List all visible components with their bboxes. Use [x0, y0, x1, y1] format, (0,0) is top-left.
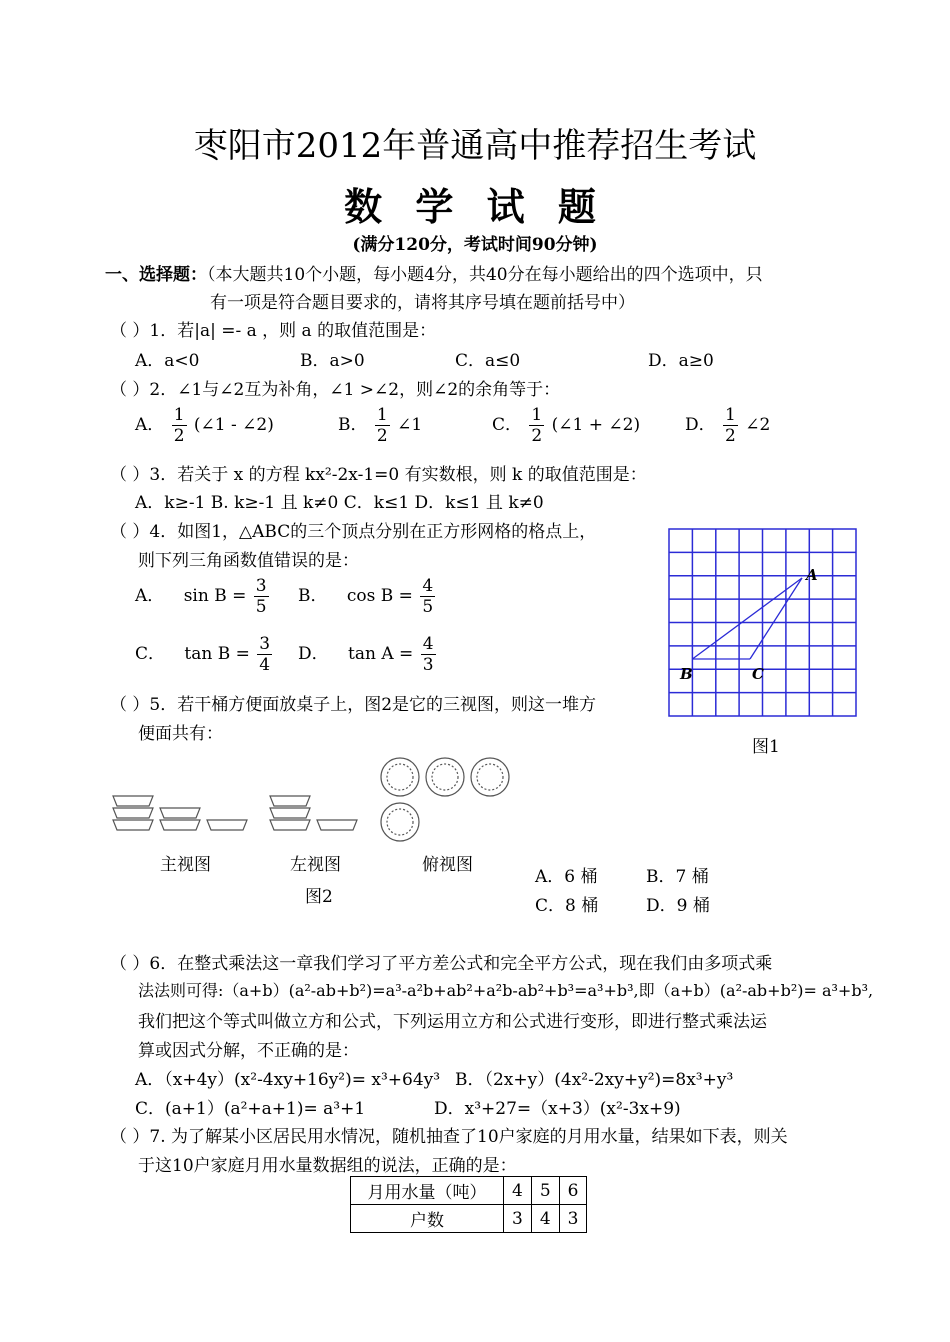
- table-cell: 3: [559, 1205, 587, 1233]
- q4-d-num: 4: [422, 634, 434, 654]
- exam-title: 枣阳市2012年普通高中推荐招生考试: [193, 126, 757, 166]
- q4-d-fn: tan A =: [348, 644, 414, 664]
- q4-option-b: [298, 576, 437, 617]
- figure-1-label: 图1: [752, 737, 780, 757]
- q5-option-b: B．7 桶: [646, 867, 709, 887]
- point-a-label: A: [806, 566, 818, 584]
- left-view-label: 左视图: [290, 855, 341, 875]
- q4-b-fn: cos B =: [346, 586, 413, 606]
- point-c-label: C: [752, 665, 764, 683]
- q2-option-a: [135, 405, 274, 446]
- q2-a-label: A．: [135, 415, 165, 435]
- q1-stem: （ ）1．若|a| =- a ，则 a 的取值范围是：: [110, 321, 437, 341]
- q4-b-label: B．: [298, 586, 328, 606]
- q5-option-a: A．6 桶: [535, 867, 598, 887]
- table-cell: 户数: [351, 1205, 504, 1233]
- q2-a-expr: (∠1 - ∠2): [193, 415, 274, 435]
- q5-option-c: C．8 桶: [535, 896, 599, 916]
- q4-c-num: 3: [259, 634, 271, 654]
- table-cell: 6: [559, 1177, 587, 1205]
- q6-option-a: A．（x+4y）(x²-4xy+16y²)= x³+64y³: [135, 1070, 441, 1090]
- half-den: 2: [725, 426, 736, 446]
- q2-d-label: D．: [685, 415, 716, 435]
- q4-a-den: 5: [255, 597, 267, 617]
- half-fraction: [529, 405, 544, 446]
- half-den: 2: [173, 426, 185, 446]
- q4-d-den: 3: [422, 655, 434, 675]
- front-view-label: 主视图: [160, 855, 211, 875]
- section-instructions-2: 有一项是符合题目要求的，请将其序号填在题前括号中）: [210, 293, 635, 313]
- q2-option-d: [685, 405, 770, 446]
- top-view: [381, 758, 509, 841]
- q4-a-num: 3: [255, 576, 267, 596]
- q2-stem: （ ）2．∠1与∠2互为补角，∠1 >∠2，则∠2的余角等于：: [110, 380, 561, 400]
- q4-option-c: [135, 634, 274, 675]
- front-view: [113, 796, 247, 830]
- q2-b-expr: ∠1: [397, 415, 423, 435]
- table-row: [351, 1205, 587, 1233]
- figure-2-views: [105, 752, 525, 842]
- half-fraction: [723, 405, 738, 446]
- q4-b-frac: [420, 576, 435, 617]
- q4-c-fn: tan B =: [184, 644, 250, 664]
- section-instructions: （本大题共10个小题，每小题4分，共40分在每小题给出的四个选项中，只: [207, 265, 763, 285]
- q4-d-label: D．: [298, 644, 329, 664]
- half-num: 1: [531, 405, 543, 425]
- figure-2-label: 图2: [305, 887, 333, 907]
- table-cell: 月用水量（吨）: [351, 1177, 504, 1205]
- q5-stem-1: （ ）5．若干桶方便面放桌子上，图2是它的三视图，则这一堆方: [110, 695, 597, 715]
- table-cell: 3: [504, 1205, 532, 1233]
- section-title: 一、选择题：: [105, 265, 207, 285]
- q1-option-c: C．a≤0: [455, 351, 521, 371]
- left-view: [270, 796, 357, 830]
- half-num: 1: [376, 405, 388, 425]
- q2-c-expr: (∠1 + ∠2): [551, 415, 641, 435]
- q1-option-b: B．a>0: [300, 351, 365, 371]
- table-row: [351, 1177, 587, 1205]
- q3-stem: （ ）3．若关于 x 的方程 kx²-2x-1=0 有实数根，则 k 的取值范围是：: [110, 465, 647, 485]
- q6-line-3: 我们把这个等式叫做立方和公式，下列运用立方和公式进行变形，即进行整式乘法运: [138, 1012, 767, 1032]
- grid-lines: [669, 529, 856, 716]
- q2-c-label: C．: [492, 415, 523, 435]
- half-num: 1: [173, 405, 185, 425]
- half-den: 2: [376, 426, 388, 446]
- half-fraction: [375, 405, 390, 446]
- q2-d-expr: ∠2: [745, 415, 771, 435]
- q4-c-den: 4: [259, 655, 271, 675]
- exam-meta: (满分120分，考试时间90分钟): [352, 235, 598, 255]
- q7-line-2: 于这10户家庭月用水量数据组的说法，正确的是：: [138, 1156, 517, 1176]
- section-heading: [105, 260, 763, 285]
- q4-option-d: [298, 634, 438, 675]
- q4-a-fn: sin B =: [183, 586, 247, 606]
- q2-b-label: B．: [338, 415, 368, 435]
- q7-line-1: （ ）7. 为了解某小区居民用水情况，随机抽查了10户家庭的月用水量，结果如下表，则关: [110, 1127, 788, 1147]
- q5-stem-2: 便面共有：: [138, 724, 223, 744]
- table-cell: 4: [504, 1177, 532, 1205]
- half-num: 1: [725, 405, 736, 425]
- table-cell: 4: [531, 1205, 559, 1233]
- q6-line-4: 算或因式分解，不正确的是：: [138, 1041, 359, 1061]
- figure-1-grid: [668, 528, 858, 718]
- q6-line-2: 法法则可得:（a+b）(a²-ab+b²)=a³-a²b+ab²+a²b-ab²+b³=a³+b³,即（a+b）(a²-ab+b²)= a³+b³,: [138, 981, 874, 1000]
- table-cell: 5: [531, 1177, 559, 1205]
- q4-b-den: 5: [422, 597, 434, 617]
- q6-line-1: （ ）6．在整式乘法这一章我们学习了平方差公式和完全平方公式，现在我们由多项式乘: [110, 954, 773, 974]
- q5-option-d: D．9 桶: [646, 896, 710, 916]
- q4-stem-1: （ ）4．如图1，△ABC的三个顶点分别在正方形网格的格点上，: [110, 522, 597, 542]
- q6-option-d: D．x³+27=（x+3）(x²-3x+9): [434, 1099, 681, 1119]
- q4-option-a: [135, 576, 271, 617]
- half-fraction: [172, 405, 187, 446]
- q6-option-c: C．(a+1）(a²+a+1)= a³+1: [135, 1099, 366, 1119]
- point-b-label: B: [680, 665, 693, 683]
- q4-c-frac: [257, 634, 272, 675]
- q4-stem-2: 则下列三角函数值错误的是：: [138, 551, 359, 571]
- q6-option-b: B．（2x+y）(4x²-2xy+y²)=8x³+y³: [455, 1070, 734, 1090]
- q1-option-d: D．a≥0: [648, 351, 714, 371]
- q4-a-label: A．: [135, 586, 165, 606]
- q2-option-c: [492, 405, 640, 446]
- top-view-label: 俯视图: [422, 855, 473, 875]
- q1-option-a: A．a<0: [135, 351, 200, 371]
- water-usage-table: [350, 1176, 587, 1233]
- q4-a-frac: [254, 576, 269, 617]
- q3-options: A．k≥-1 B. k≥-1 且 k≠0 C．k≤1 D．k≤1 且 k≠0: [135, 493, 544, 513]
- q4-d-frac: [421, 634, 436, 675]
- subject-title: 数 学 试 题: [344, 184, 606, 229]
- q4-b-num: 4: [422, 576, 434, 596]
- half-den: 2: [531, 426, 543, 446]
- q2-option-b: [338, 405, 422, 446]
- q4-c-label: C．: [135, 644, 166, 664]
